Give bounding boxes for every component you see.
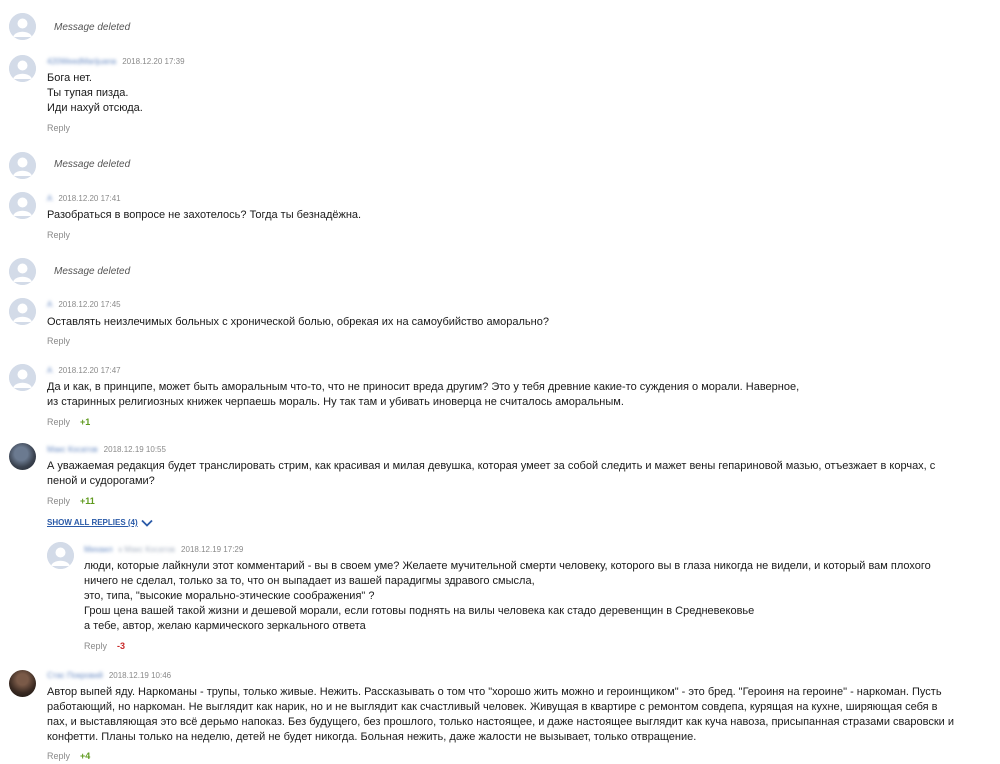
comment-meta — [84, 545, 243, 554]
chevron-down-icon — [141, 519, 153, 528]
timestamp: 2018.12.19 10:46 — [108, 671, 172, 680]
comment-actions — [47, 123, 70, 133]
rating-score: +1 — [80, 417, 91, 427]
show-all-replies-button[interactable] — [47, 518, 153, 528]
comment-line: Разобраться в вопросе не захотелось? Тогда ты безнадёжна. — [47, 209, 362, 221]
comment-actions — [47, 496, 95, 506]
comment-meta — [47, 300, 121, 309]
comment-line: Грош цена вашей такой жизни и дешевой морали, если готовы поднять на вилы человека как стадо деревенщин в Средневековье — [84, 605, 755, 617]
author-name[interactable]: Стас Покровий — [47, 671, 103, 680]
comment-meta — [47, 366, 121, 375]
timestamp: 2018.12.20 17:47 — [58, 366, 121, 375]
reply-button[interactable]: Reply — [47, 417, 71, 427]
reply-to-author[interactable]: к Макс Косатов — [118, 545, 176, 554]
author-name[interactable]: А — [47, 300, 53, 309]
avatar-placeholder-icon — [9, 258, 36, 285]
avatar-placeholder-icon[interactable] — [9, 55, 36, 82]
comment-line: из старинных религиозных книжек черпаешь мораль. Ну так там и убивать иноверца не считалось аморальным. — [47, 396, 624, 408]
rating-score: +4 — [80, 751, 91, 761]
comment-meta — [47, 671, 171, 680]
timestamp: 2018.12.19 10:55 — [103, 445, 166, 454]
reply-button[interactable]: Reply — [47, 336, 71, 346]
avatar[interactable] — [9, 443, 36, 470]
author-name[interactable]: Михаил — [84, 545, 113, 554]
author-name[interactable]: Макс Косатов — [47, 445, 98, 454]
reply-button[interactable]: Reply — [84, 641, 108, 651]
timestamp: 2018.12.20 17:41 — [58, 194, 121, 203]
reply-button[interactable]: Reply — [47, 123, 71, 133]
comment-line: Оставлять неизлечимых больных с хронической болью, обрекая их на самоубийство аморально? — [47, 316, 549, 328]
comment-line: пеной и судорогами? — [47, 475, 155, 487]
show-all-replies-label: SHOW ALL REPLIES (4) — [47, 518, 138, 527]
rating-score: -3 — [117, 641, 126, 651]
comment-actions — [47, 417, 90, 427]
comment-actions — [47, 230, 70, 240]
comment-text — [47, 315, 549, 330]
reply-button[interactable]: Reply — [47, 230, 71, 240]
comment-meta — [47, 194, 121, 203]
deleted-label: Message deleted — [54, 159, 131, 170]
comment-text — [47, 208, 361, 223]
reply-button[interactable]: Reply — [47, 496, 71, 506]
comment-line: Автор выпей яду. Наркоманы - трупы, только живые. Нежить. Рассказывать о том что "хорошо жить можно и героинщиком" - это бред. "Героиня на героине" - наркоман. Пусть — [47, 686, 942, 698]
deleted-label: Message deleted — [54, 22, 131, 33]
avatar-placeholder-icon[interactable] — [9, 192, 36, 219]
comment-line: конфетти. Планы только на неделю, детей не будет никогда. Больная нежить, даже жалости не вызывает, только отвращение. — [47, 731, 697, 743]
comment-line: ничего не сделал, только за то, что он выпадает из вашей парадигмы здравого смысла, — [84, 575, 535, 587]
comment-actions — [47, 336, 70, 346]
comment-meta — [47, 57, 185, 66]
comment-meta — [47, 445, 166, 454]
deleted-label: Message deleted — [54, 266, 131, 277]
comment-text — [47, 459, 935, 489]
author-name[interactable]: А — [47, 366, 53, 375]
comment-line: Иди нахуй отсюда. — [47, 102, 143, 114]
comment-text — [84, 559, 931, 634]
rating-score: +11 — [80, 496, 95, 506]
comment-actions — [47, 751, 90, 761]
timestamp: 2018.12.20 17:45 — [58, 300, 121, 309]
reply-button[interactable]: Reply — [47, 751, 71, 761]
comment-line: Ты тупая пизда. — [47, 87, 129, 99]
comment-line: а тебе, автор, желаю кармического зеркального ответа — [84, 620, 366, 632]
timestamp: 2018.12.19 17:29 — [181, 545, 244, 554]
comment-actions — [84, 641, 125, 651]
comment-line: это, типа, "высокие морально-этические соображения" ? — [84, 590, 375, 602]
comment-text — [47, 685, 954, 745]
comment-line: люди, которые лайкнули этот комментарий - вы в своем уме? Желаете мучительной смерти человеку, которого вы в глаза никогда не видели, и который вам плохого — [84, 560, 931, 572]
timestamp: 2018.12.20 17:39 — [122, 57, 185, 66]
avatar-placeholder-icon[interactable] — [9, 364, 36, 391]
comment-line: работающий, но наркоман. Не выглядит как нарик, но и не выглядит как счастливый человек. Живущая в квартире с ремонтом совдепа, курящая на кухне, ширяющая себя в — [47, 701, 938, 713]
avatar-placeholder-icon[interactable] — [9, 298, 36, 325]
comment-line: Бога нет. — [47, 72, 92, 84]
comment-line: А уважаемая редакция будет транслировать стрим, как красивая и милая девушка, которая умеет за собой следить и мажет вены гепариновой мазью, отъезжает в корчах, с — [47, 460, 936, 472]
avatar-placeholder-icon — [9, 152, 36, 179]
comment-line: пах, и выставляющая это всё дерьмо напоказ. Без будущего, без прошлого, только настоящее, и даже настоящее выглядит как куча навоза, присыпанная стразами сваровски и — [47, 716, 954, 728]
author-name[interactable]: А — [47, 194, 53, 203]
avatar[interactable] — [9, 670, 36, 697]
comment-text — [47, 380, 799, 410]
avatar-placeholder-icon — [9, 13, 36, 40]
avatar-placeholder-icon[interactable] — [47, 542, 74, 569]
comment-text — [47, 71, 143, 116]
comment-line: Да и как, в принципе, может быть аморальным что-то, что не приносит вреда другим? Это у тебя древние какие-то суждения о морали. Наверное, — [47, 381, 800, 393]
author-name[interactable]: 420WeedMarijuana — [47, 57, 117, 66]
